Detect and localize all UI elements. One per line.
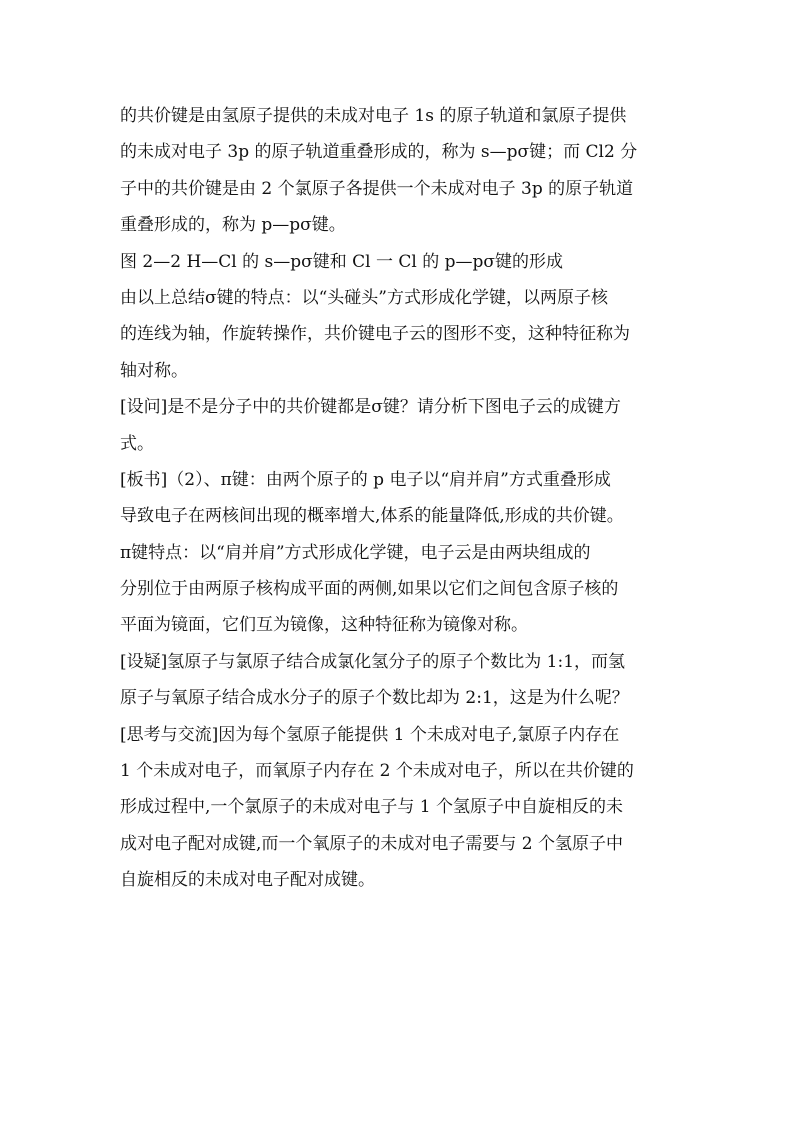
text-line-3: 子中的共价键是由 2 个氯原子各提供一个未成对电子 3p 的原子轨道 bbox=[120, 178, 634, 199]
text-line-13: π键特点：以“肩并肩”方式形成化学键，电子云是由两块组成的 bbox=[120, 542, 591, 563]
text-line-20: 形成过程中,一个氯原子的未成对电子与 1 个氢原子中自旋相反的未 bbox=[120, 797, 624, 818]
text-line-9: [设问]是不是分子中的共价键都是σ键？请分析下图电子云的成键方 bbox=[120, 397, 621, 418]
text-line-8: 轴对称。 bbox=[120, 360, 188, 381]
text-line-18: [思考与交流]因为每个氢原子能提供 1 个未成对电子,氯原子内存在 bbox=[120, 724, 620, 745]
text-line-22: 自旋相反的未成对电子配对成键。 bbox=[120, 870, 375, 891]
text-line-12: 导致电子在两核间出现的概率增大,体系的能量降低,形成的共价键。 bbox=[120, 506, 624, 527]
figure-caption: 图 2—2 H—Cl 的 s—pσ键和 Cl 一 Cl 的 p—pσ键的形成 bbox=[120, 251, 564, 272]
text-line-11: [板书]（2）、π键：由两个原子的 p 电子以“肩并肩”方式重叠形成 bbox=[120, 469, 611, 490]
text-line-14: 分别位于由两原子核构成平面的两侧,如果以它们之间包含原子核的 bbox=[120, 579, 619, 600]
text-line-2: 的未成对电子 3p 的原子轨道重叠形成的，称为 s—pσ键；而 Cl2 分 bbox=[120, 142, 638, 163]
body-text bbox=[120, 98, 690, 899]
text-line-21: 成对电子配对成键,而一个氧原子的未成对电子需要与 2 个氢原子中 bbox=[120, 833, 624, 854]
text-line-7: 的连线为轴，作旋转操作，共价键电子云的图形不变，这种特征称为 bbox=[120, 324, 630, 345]
text-line-16: [设疑]氢原子与氯原子结合成氯化氢分子的原子个数比为 1:1，而氢 bbox=[120, 651, 626, 672]
text-line-15: 平面为镜面，它们互为镜像，这种特征称为镜像对称。 bbox=[120, 615, 528, 636]
text-line-10: 式。 bbox=[120, 433, 154, 454]
text-line-4: 重叠形成的，称为 p—pσ键。 bbox=[120, 215, 346, 236]
text-line-6: 由以上总结σ键的特点：以“头碰头”方式形成化学键，以两原子核 bbox=[120, 287, 608, 308]
text-line-17: 原子与氧原子结合成水分子的原子个数比却为 2:1，这是为什么呢？ bbox=[120, 688, 629, 709]
text-line-19: 1 个未成对电子，而氧原子内存在 2 个未成对电子，所以在共价键的 bbox=[120, 761, 634, 782]
text-line-1: 的共价键是由氢原子提供的未成对电子 1s 的原子轨道和氯原子提供 bbox=[120, 106, 627, 126]
